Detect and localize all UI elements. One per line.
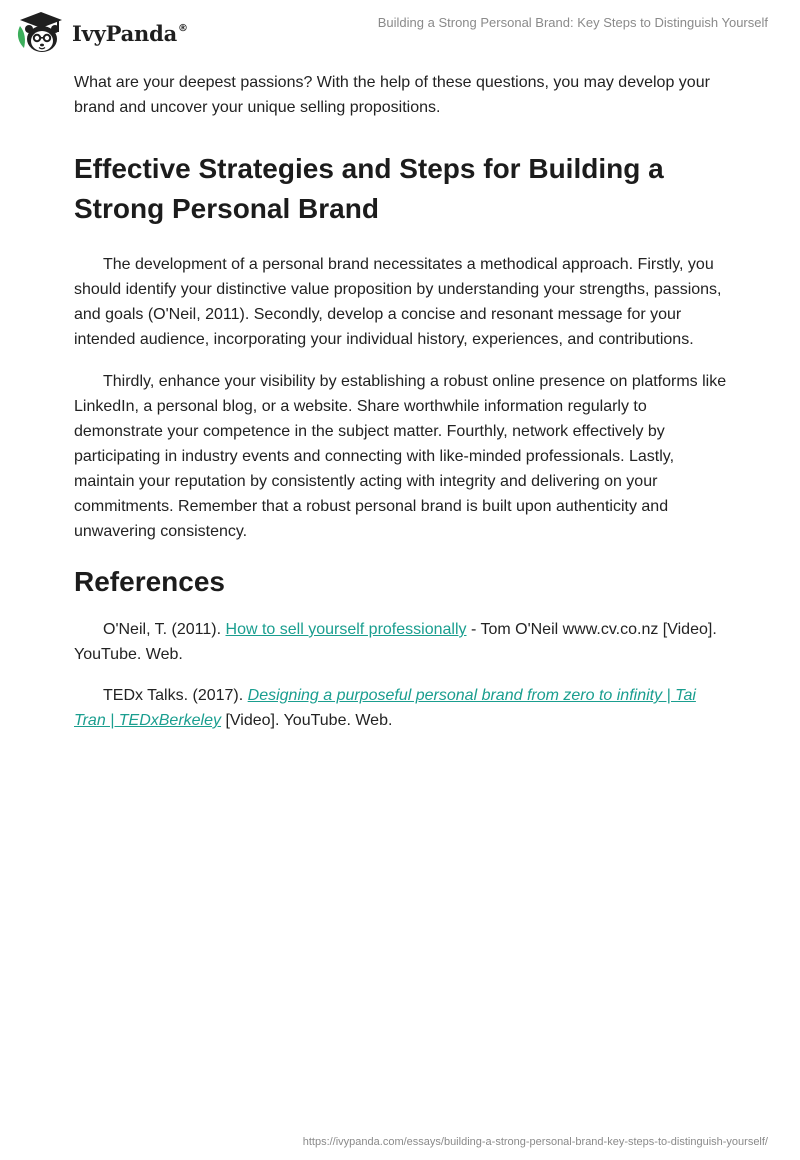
section-heading-references: References [74, 566, 225, 597]
reference-prefix: TEDx Talks. (2017). [103, 687, 248, 704]
reference-item [74, 617, 730, 667]
body-paragraph: The development of a personal brand necessitates a methodical approach. Firstly, you should identify your distinctive value proposition by understanding your strengths, passions, and goals (O'Neil, 2011). Secondly, develop a concise and resonant message for your intended audience, incorporating your individual history, experiences, and contributions. [74, 256, 722, 348]
reference-item [74, 683, 730, 733]
ivypanda-logo[interactable] [16, 10, 188, 54]
brand-name-text: IvyPanda [72, 20, 178, 46]
registered-mark: ® [178, 22, 188, 34]
body-paragraph: Thirdly, enhance your visibility by establishing a robust online presence on platforms like LinkedIn, a personal blog, or a website. Share worthwhile information regularly to demonstrate your competence in the subject matter. Fourthly, network effectively by participating in industry events and connecting with like-minded professionals. Lastly, maintain your reputation by consistently acting with integrity and delivering on your commitments. Remember that a robust personal brand is built upon authenticity and unwavering consistency. [74, 373, 727, 540]
reference-link[interactable]: How to sell yourself professionally [225, 621, 467, 638]
reference-suffix: [Video]. YouTube. Web. [221, 712, 393, 729]
footer-url: https://ivypanda.com/essays/building-a-strong-personal-brand-key-steps-to-distinguish-yourself/ [302, 1136, 768, 1148]
section-heading-strategies: Effective Strategies and Steps for Building a Strong Personal Brand [74, 153, 664, 224]
essay-content [74, 70, 730, 733]
intro-paragraph: What are your deepest passions? With the help of these questions, you may develop your brand and uncover your unique selling propositions. [74, 74, 710, 116]
reference-prefix: O'Neil, T. (2011). [103, 621, 226, 638]
brand-name [72, 21, 188, 46]
reference-link[interactable]: Designing a purposeful personal brand from zero to infinity | Tai Tran | TEDxBerkeley [74, 687, 696, 729]
page-header [0, 0, 800, 70]
reference-suffix: - Tom O'Neil www.cv.co.nz [Video]. YouTube. Web. [74, 621, 717, 663]
panda-graduate-icon [16, 10, 66, 54]
document-title: Building a Strong Personal Brand: Key Steps to Distinguish Yourself [377, 15, 768, 30]
